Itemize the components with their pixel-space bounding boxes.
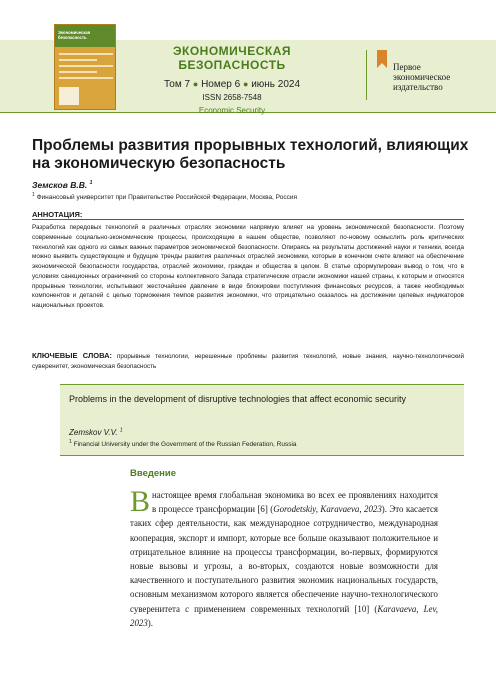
issn: ISSN 2658-7548 — [202, 93, 262, 102]
date-label: июнь 2024 — [251, 79, 301, 90]
drop-cap: В — [130, 485, 151, 518]
english-summary-box — [60, 384, 464, 456]
citation-link[interactable]: Gorodetskiy, Karavaeva, 2023 — [273, 504, 382, 515]
journal-issue — [120, 79, 344, 90]
publisher-logo[interactable] — [366, 50, 476, 100]
abstract-text: Разработка передовых технологий в различных отраслях экономики напрямую влияет на уровень экономической безопасности. Поэтому современные социально-экономические процессы, происходящие в нашем обществе, позволяют по-новому осмыслить роль критических технологий как одного из самых важных параметров экономической безопасности. Опираясь на результаты достижений науки и техники, всегда можно выявить существующие и будущие тренды развития различных отраслей экономики, которые в конечном счете влияют на обеспечение экономической безопасности государства, отраслей экономики, граждан и общества в целом. В статье сформулирован вывод о том, что в условиях санкционных ограничений со стороны коллективного Запада стратегические отрасли экономики нашей страны, к которым и относятся прорывные технологии, испытывают жесточайшее давление в виде блокировки поступления финансовых ресурсов, а также необходимых компонентов и деталей с целью торможения темпов развития экономики, что отрицательно сказалось на достижении целевых индикаторов национальных проектов. — [32, 224, 464, 309]
abstract-heading: АННОТАЦИЯ: — [32, 210, 83, 219]
journal-name: ЭКОНОМИЧЕСКАЯ БЕЗОПАСНОСТЬ — [172, 44, 292, 72]
citation-link[interactable]: Karavaeva, Lev, 2023 — [130, 603, 438, 628]
keywords-text: прорывные технологии, нерешенные проблемы развития технологий, новые знания, научно-технологический суверенитет, экономическая безопасность — [32, 353, 465, 370]
journal-header — [0, 0, 496, 113]
bullet-icon: ● — [192, 79, 199, 89]
author-affiliation: $^1$ Финансовый университет при Правительстве Российской Федерации, Москва, Россия — [32, 191, 297, 201]
journal-info — [120, 44, 344, 115]
introduction-paragraph: В настоящее время глобальная экономика во всех ее проявлениях находится в процессе трансформации [6] (Gorodetskiy, Karavaeva, 2023). Это касается таких сфер деятельности, как международное сотрудничество, международная кооперация, экспорт и импорт, которые все больше оказывают положительное и отрицательное влияние на процессы трансформации, во-первых, формируются новые вызовы и угрозы, а во-вторых, создаются новые возможности для качественного и поступательного развития экономик национальных государств, основным механизмом которого является обеспечение научно-технологического суверенитета с применением современных технологий [10] (Karavaeva, Lev, 2023). — [130, 485, 438, 628]
publisher-name: Первое экономическое издательство — [393, 62, 451, 92]
cover-title: Экономическая безопасность — [58, 30, 91, 40]
english-author: Zemskov V.V. $^1$ — [69, 427, 123, 437]
keywords-heading: КЛЮЧЕВЫЕ СЛОВА: — [32, 351, 113, 360]
author-footnote-mark: 1 — [89, 180, 93, 187]
keywords — [32, 351, 464, 372]
journal-cover-image — [54, 24, 116, 110]
english-affiliation: $^1$ Financial University under the Government of the Russian Federation, Russia — [69, 438, 297, 448]
journal-name-en: Economic Security — [198, 106, 266, 115]
flag-icon — [377, 50, 387, 68]
bullet-icon: ● — [242, 79, 249, 89]
article-author: Земсков В.В. $^1$ — [32, 180, 93, 190]
english-title: Problems in the development of disruptive technologies that affect economic security — [69, 394, 407, 404]
section-heading-introduction: Введение — [130, 468, 177, 479]
number-label: Номер 6 — [201, 79, 241, 90]
article-title: Проблемы развития прорывных технологий, влияющих на экономическую безопасность — [32, 137, 469, 172]
volume-label: Том 7 — [163, 79, 191, 90]
abstract-divider — [32, 219, 464, 220]
